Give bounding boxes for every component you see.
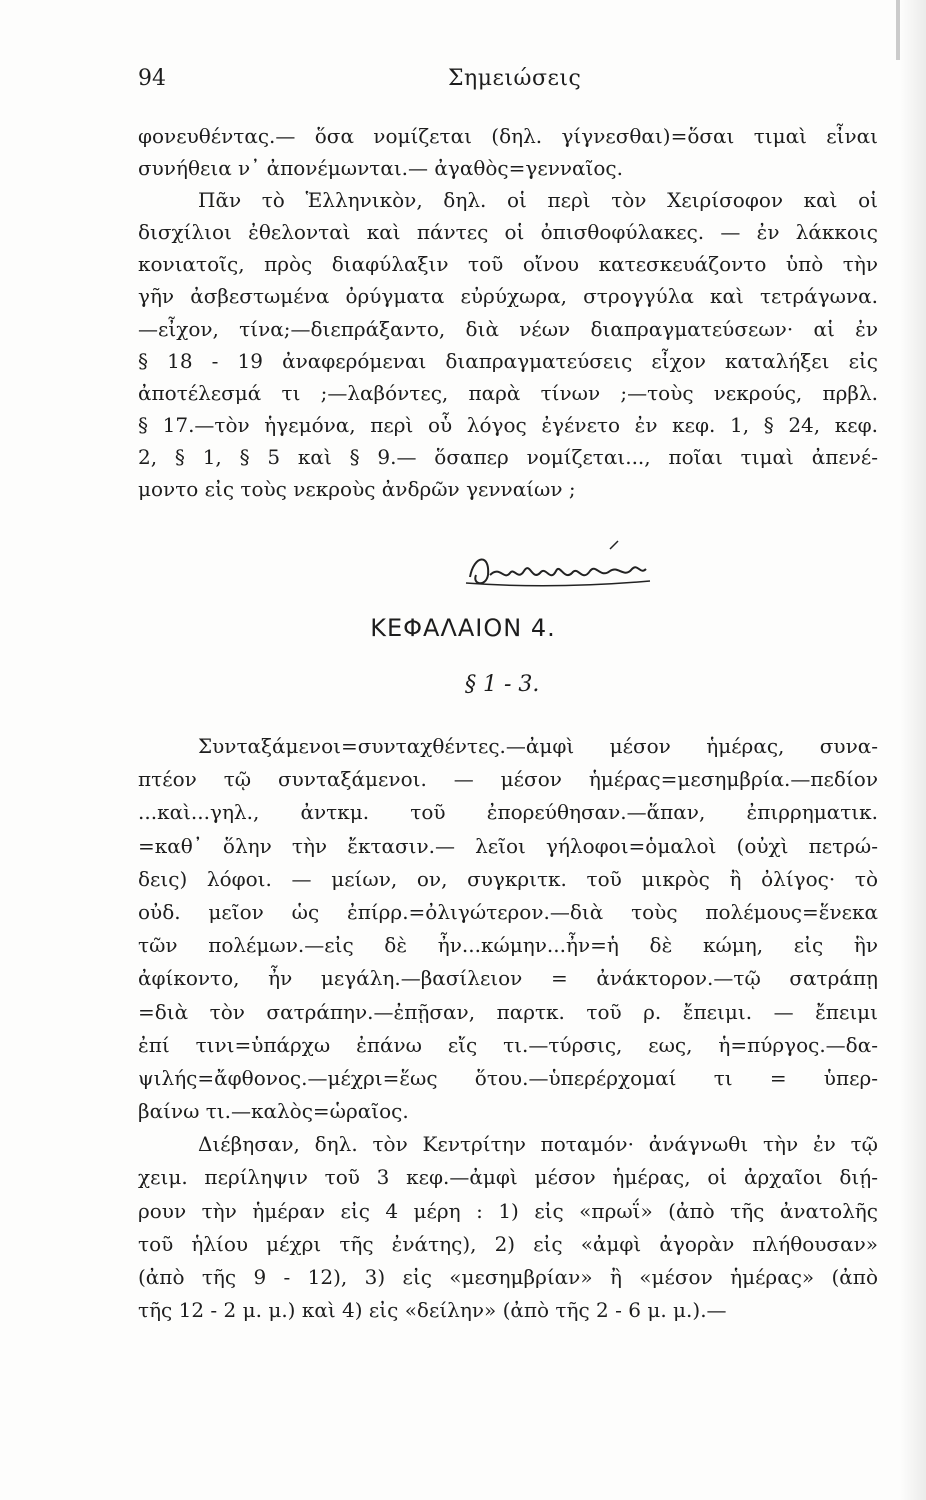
text-line: =διὰ τὸν σατράπην.—ἐπῇσαν, παρτκ. τοῦ ρ. ἔπειμι. — ἔπειμι bbox=[138, 999, 878, 1024]
scan-edge-mark bbox=[896, 0, 900, 60]
text-line: (ἀπὸ τῆς 9 - 12), 3) εἰς «μεσημβρίαν» ἢ «μέσον ἡμέρας» (ἀπὸ bbox=[138, 1265, 878, 1289]
text-line: συνήθεια ν᾽ ἀπονέμωνται.— ἀγαθὸς=γενναῖος. bbox=[138, 156, 623, 181]
text-line: γῆν ἀσβεστωμένα ὀρύγματα εὐρύχωρα, στρογγύλα καὶ τετράγωνα. bbox=[138, 284, 878, 309]
running-head: Σημειώσεις bbox=[448, 66, 582, 91]
text-line: Διέβησαν, δηλ. τὸν Κεντρίτην ποταμόν· ἀνάγνωθι τὴν ἐν τῷ bbox=[198, 1132, 878, 1157]
text-line: —εἶχον, τίνα;—διεπράξαντο, διὰ νέων διαπραγματεύσεων· αἱ ἐν bbox=[138, 316, 878, 341]
text-line: ρουν τὴν ἡμέραν εἰς 4 μέρη : 1) εἰς «πρωΐ» (ἀπὸ τῆς ἀνατολῆς bbox=[138, 1198, 878, 1223]
text-line: τῶν πολέμων.—εἰς δὲ ἦν...κώμην...ἦν=ἡ δὲ κώμη, εἰς ἣν bbox=[138, 933, 878, 958]
section-heading: § 1 - 3. bbox=[465, 672, 540, 697]
text-line: § 18 - 19 ἀναφερόμεναι διαπραγματεύσεις εἶχον καταλήξει εἰς bbox=[138, 348, 878, 373]
text-line: =καθ᾽ ὅλην τὴν ἔκτασιν.— λεῖοι γήλοφοι=ὁμαλοὶ (οὐχὶ πετρώ- bbox=[138, 833, 878, 858]
text-line: βαίνω τι.—καλὸς=ὡραῖος. bbox=[138, 1099, 409, 1124]
chapter-heading: ΚΕΦΑΛΑΙΟΝ 4. bbox=[370, 614, 556, 642]
notes-block-1 bbox=[138, 120, 878, 505]
page-number: 94 bbox=[138, 66, 166, 91]
text-line: οὐδ. μεῖον ὡς ἐπίρρ.=ὀλιγώτερον.—διὰ τοὺς πολέμους=ἕνεκα bbox=[138, 899, 878, 924]
text-line: ...καὶ...γηλ., ἀντκμ. τοῦ ἐπορεύθησαν.—ἅπαν, ἐπιρρηματικ. bbox=[138, 800, 878, 825]
text-line: Πᾶν τὸ Ἑλληνικὸν, δηλ. οἱ περὶ τὸν Χειρίσοφον καὶ οἱ bbox=[198, 188, 878, 213]
text-line: τῆς 12 - 2 μ. μ.) καὶ 4) εἰς «δείλην» (ἀπὸ τῆς 2 - 6 μ. μ.).— bbox=[138, 1298, 727, 1323]
page-header bbox=[138, 66, 878, 106]
notes-block-2 bbox=[138, 730, 878, 1327]
text-line: ἀποτέλεσμά τι ;—λαβόντες, παρὰ τίνων ;—τοὺς νεκρούς, πρβλ. bbox=[138, 380, 878, 405]
text-line: μοντο εἰς τοὺς νεκροὺς ἀνδρῶν γενναίων ; bbox=[138, 477, 576, 502]
text-line: δισχίλιοι ἐθελονταὶ καὶ πάντες οἱ ὀπισθοφύλακες. — ἐν λάκκοις bbox=[138, 220, 878, 245]
text-line: ἀφίκοντο, ἦν μεγάλη.—βασίλειον = ἀνάκτορον.—τῷ σατράπῃ bbox=[138, 966, 878, 991]
handwritten-signature bbox=[460, 535, 680, 605]
text-line: χειμ. περίληψιν τοῦ 3 κεφ.—ἀμφὶ μέσον ἡμέρας, οἱ ἀρχαῖοι διῄ- bbox=[138, 1165, 878, 1190]
text-line: Συνταξάμενοι=συνταχθέντες.—ἀμφὶ μέσον ἡμέρας, συνα- bbox=[198, 734, 878, 758]
text-line: τοῦ ἡλίου μέχρι τῆς ἐνάτης), 2) εἰς «ἀμφὶ ἀγορὰν πλήθουσαν» bbox=[138, 1231, 878, 1256]
text-line: 2, § 1, § 5 καὶ § 9.— ὅσαπερ νομίζεται..., ποῖαι τιμαὶ ἀπενέ- bbox=[138, 444, 878, 469]
text-line: δεις) λόφοι. — μείων, ον, συγκριτκ. τοῦ μικρὸς ἢ ὀλίγος· τὸ bbox=[138, 866, 878, 891]
text-line: πτέον τῷ συνταξάμενοι. — μέσον ἡμέρας=μεσημβρία.—πεδίον bbox=[138, 767, 878, 792]
text-line: κονιατοῖς, πρὸς διαφύλαξιν τοῦ οἴνου κατεσκευάζοντο ὑπὸ τὴν bbox=[138, 252, 878, 277]
text-line: ψιλής=ἄφθονος.—μέχρι=ἕως ὅτου.—ὑπερέρχομαί τι = ὑπερ- bbox=[138, 1065, 878, 1090]
text-line: ἐπί τινι=ὑπάρχω ἐπάνω εἴς τι.—τύρσις, εως, ἡ=πύργος.—δα- bbox=[138, 1032, 878, 1057]
text-line: § 17.—τὸν ἡγεμόνα, περὶ οὗ λόγος ἐγένετο ἐν κεφ. 1, § 24, κεφ. bbox=[138, 412, 878, 437]
page-edge-shadow bbox=[900, 0, 926, 1500]
signature-scribble bbox=[460, 535, 680, 605]
text-line: φονευθέντας.— ὅσα νομίζεται (δηλ. γίγνεσθαι)=ὅσαι τιμαὶ εἶναι bbox=[138, 124, 878, 148]
